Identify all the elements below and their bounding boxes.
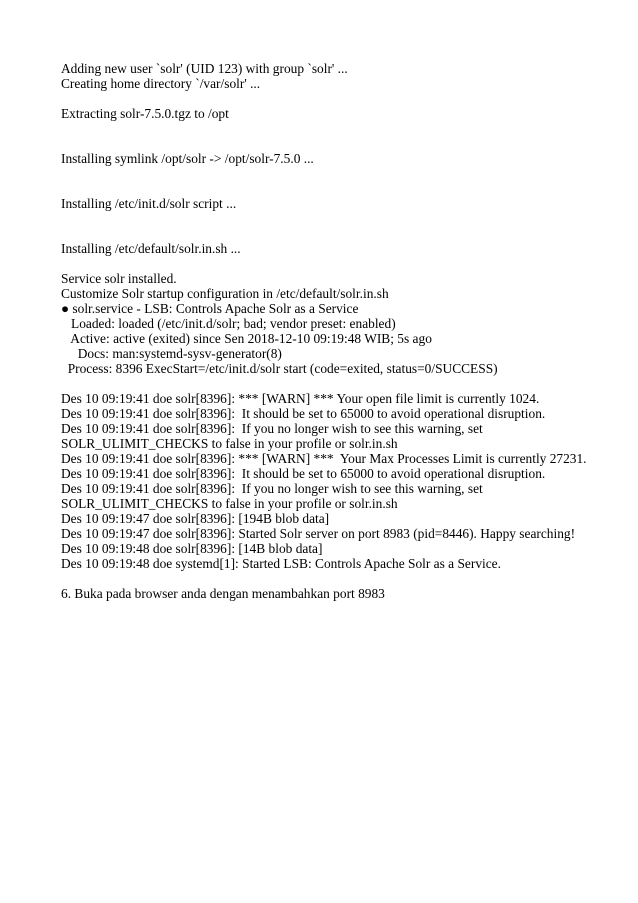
log-line: SOLR_ULIMIT_CHECKS to false in your profile or solr.in.sh — [61, 436, 398, 451]
log-line: Des 10 09:19:48 doe systemd[1]: Started LSB: Controls Apache Solr as a Service. — [61, 556, 501, 571]
step-6-instruction: 6. Buka pada browser anda dengan menambahkan port 8983 — [61, 586, 385, 601]
text-line-process: Process: 8396 ExecStart=/etc/init.d/solr start (code=exited, status=0/SUCCESS) — [61, 361, 498, 376]
text-line-customize: Customize Solr startup configuration in /etc/default/solr.in.sh — [61, 286, 389, 301]
log-line: Des 10 09:19:41 doe solr[8396]: It should be set to 65000 to avoid operational disruption. — [61, 406, 546, 421]
document-page — [61, 61, 621, 601]
text-line-init-script: Installing /etc/init.d/solr script ... — [61, 196, 237, 211]
text-line-default-script: Installing /etc/default/solr.in.sh ... — [61, 241, 241, 256]
text-line-docs: Docs: man:systemd-sysv-generator(8) — [61, 346, 282, 361]
text-line-extracting: Extracting solr-7.5.0.tgz to /opt — [61, 106, 229, 121]
log-line: Des 10 09:19:41 doe solr[8396]: *** [WARN] *** Your open file limit is currently 1024. — [61, 391, 540, 406]
log-line: Des 10 09:19:47 doe solr[8396]: Started Solr server on port 8983 (pid=8446). Happy searching! — [61, 526, 576, 541]
log-line: Des 10 09:19:48 doe solr[8396]: [14B blob data] — [61, 541, 323, 556]
log-line: Des 10 09:19:41 doe solr[8396]: It should be set to 65000 to avoid operational disruption. — [61, 466, 546, 481]
text-line-service-name: ● solr.service - LSB: Controls Apache Solr as a Service — [61, 301, 359, 316]
log-line: Des 10 09:19:47 doe solr[8396]: [194B blob data] — [61, 511, 330, 526]
text-line-active: Active: active (exited) since Sen 2018-12-10 09:19:48 WIB; 5s ago — [61, 331, 432, 346]
text-line-loaded: Loaded: loaded (/etc/init.d/solr; bad; vendor preset: enabled) — [61, 316, 396, 331]
text-line-home-dir: Creating home directory `/var/solr' ... — [61, 76, 261, 91]
text-line-symlink: Installing symlink /opt/solr -> /opt/solr-7.5.0 ... — [61, 151, 314, 166]
log-line: Des 10 09:19:41 doe solr[8396]: If you no longer wish to see this warning, set — [61, 421, 483, 436]
text-line-add-user: Adding new user `solr' (UID 123) with group `solr' ... — [61, 61, 348, 76]
log-line: Des 10 09:19:41 doe solr[8396]: If you no longer wish to see this warning, set — [61, 481, 483, 496]
log-line: Des 10 09:19:41 doe solr[8396]: *** [WARN] *** Your Max Processes Limit is currently 27231. — [61, 451, 587, 466]
text-line-service-installed: Service solr installed. — [61, 271, 177, 286]
log-line: SOLR_ULIMIT_CHECKS to false in your profile or solr.in.sh — [61, 496, 398, 511]
